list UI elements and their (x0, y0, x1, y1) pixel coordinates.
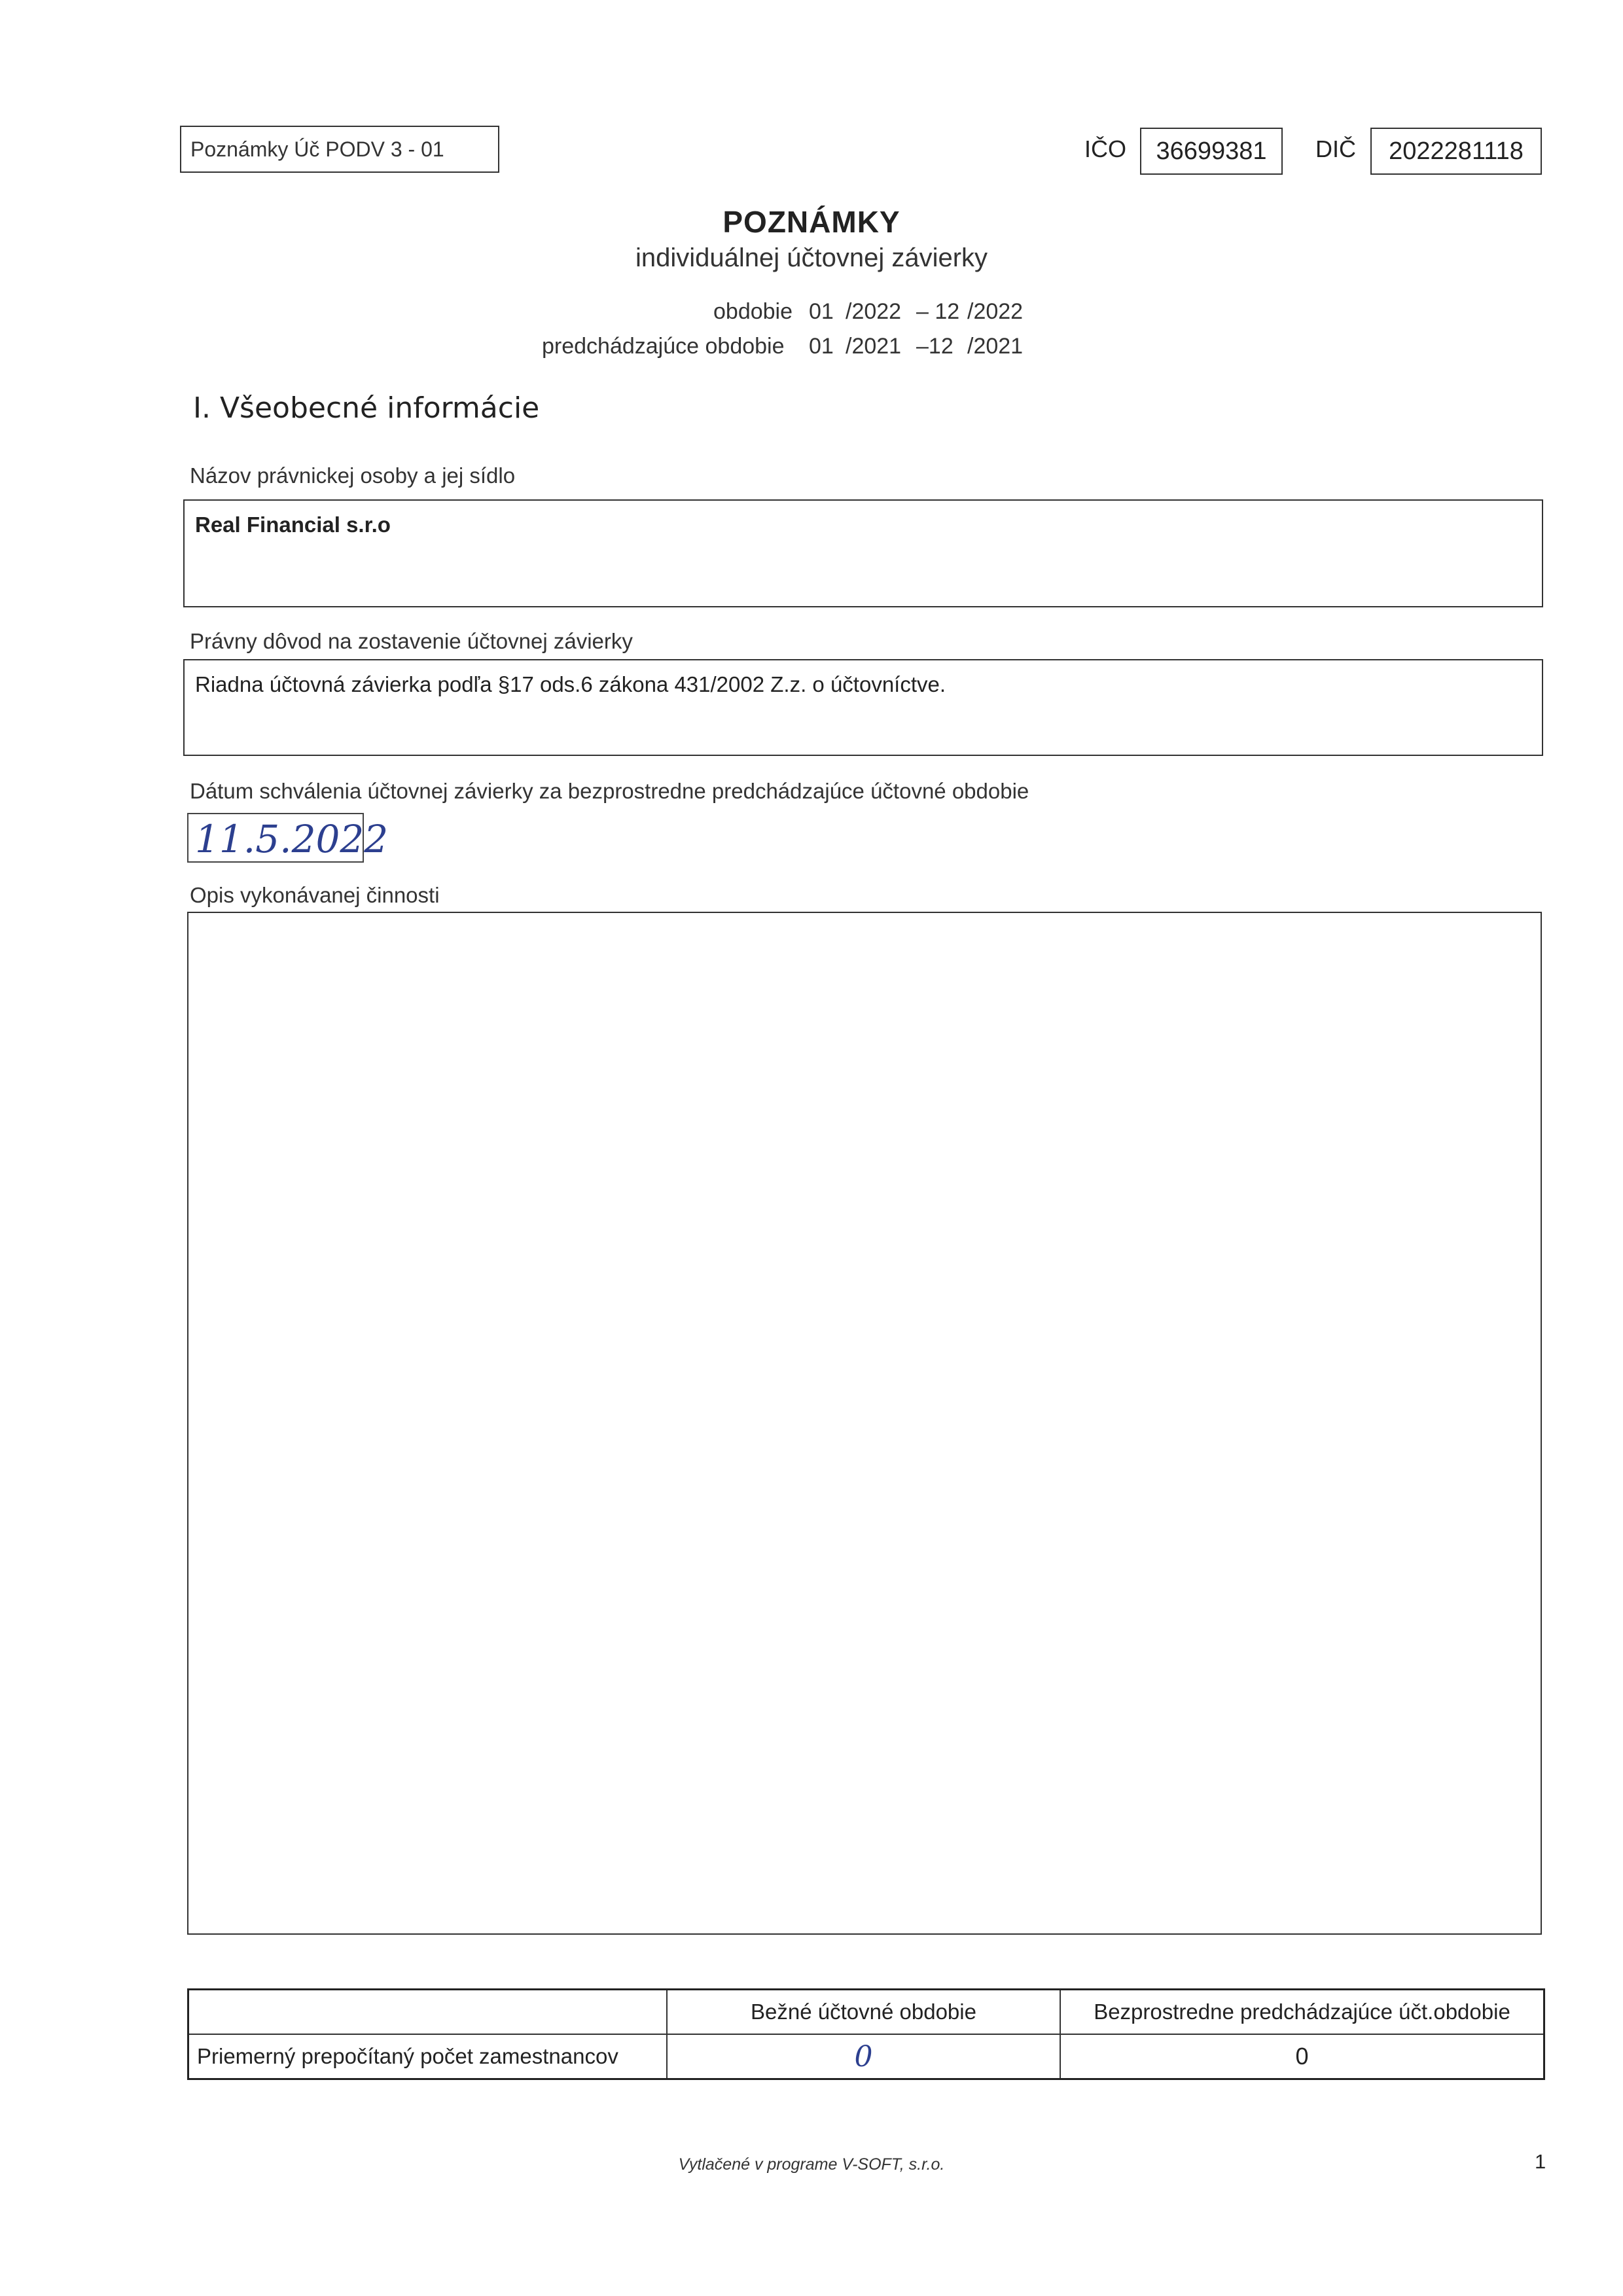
form-code-box (180, 126, 499, 173)
section-heading: I. Všeobecné informácie (193, 391, 540, 425)
entity-field (183, 499, 1543, 607)
employees-previous-value: 0 (1060, 2034, 1544, 2079)
header-previous: Bezprostredne predchádzajúce účt.obdobie (1060, 1990, 1544, 2035)
dic-value: 2022281118 (1389, 137, 1524, 165)
page-number: 1 (1535, 2150, 1546, 2173)
previous-to-month: –12 (916, 334, 954, 359)
employees-row-label: Priemerný prepočítaný počet zamestnancov (188, 2034, 668, 2079)
previous-period (542, 334, 785, 359)
ico-label: IČO (1084, 135, 1127, 162)
previous-period-label: predchádzajúce obdobie (542, 334, 785, 359)
approval-date-box (187, 813, 389, 863)
footer-printed-by: Vytlačené v programe V-SOFT, s.r.o. (678, 2155, 945, 2174)
dic-label: DIČ (1315, 135, 1356, 162)
previous-to-year: /2021 (967, 334, 1024, 359)
dic-box (1370, 128, 1542, 175)
entity-label: Názov právnickej osoby a jej sídlo (190, 463, 516, 488)
current-to-year: /2022 (967, 299, 1024, 324)
employees-current-value: 0 (667, 2034, 1060, 2079)
current-to-month: – 12 (916, 299, 960, 324)
entity-value: Real Financial s.r.o (195, 512, 391, 537)
activity-label: Opis vykonávanej činnosti (190, 883, 440, 907)
previous-from-year: /2021 (846, 334, 902, 359)
header-empty-cell (188, 1990, 668, 2035)
current-from-month: 01 (809, 299, 834, 324)
page-subtitle: individuálnej účtovnej závierky (635, 243, 988, 272)
header-current: Bežné účtovné obdobie (667, 1990, 1060, 2035)
employees-table (187, 1988, 1545, 2080)
ico-value: 36699381 (1156, 137, 1267, 165)
form-code: Poznámky Úč PODV 3 - 01 (190, 137, 444, 161)
employees-header-row (188, 1990, 1544, 2035)
legal-basis-value: Riadna účtovná závierka podľa §17 ods.6 zákona 431/2002 Z.z. o účtovníctve. (195, 672, 946, 696)
current-period (713, 299, 793, 325)
current-period-label: obdobie (713, 299, 793, 324)
legal-basis-label: Právny dôvod na zostavenie účtovnej závierky (190, 629, 633, 653)
approval-label: Dátum schválenia účtovnej závierky za bezprostredne predchádzajúce účtovné obdobie (190, 779, 1029, 803)
legal-basis-field (183, 659, 1543, 756)
ico-box (1140, 128, 1283, 175)
previous-from-month: 01 (809, 334, 834, 359)
page-title: POZNÁMKY (722, 205, 901, 239)
handwritten-date-icon (188, 814, 389, 861)
approval-value: 11.5.2022 (195, 817, 389, 861)
activity-field (187, 912, 1542, 1935)
current-from-year: /2022 (846, 299, 902, 324)
employees-row (188, 2034, 1544, 2079)
